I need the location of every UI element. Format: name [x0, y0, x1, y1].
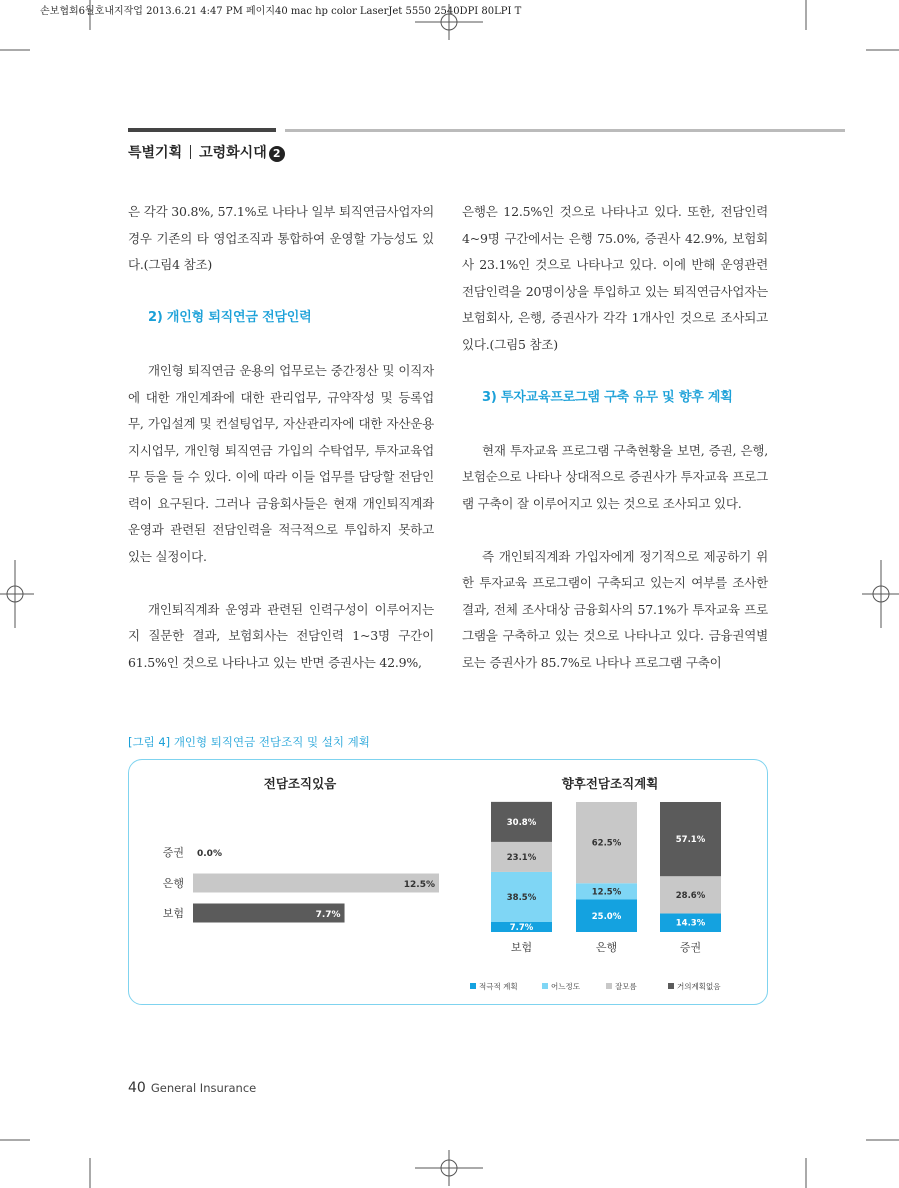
paragraph: 즉 개인퇴직계좌 가입자에게 정기적으로 제공하기 위한 투자교육 프로그램이 구축되고 있는지 여부를 조사한 결과, 전체 조사대상 금융회사의 57.1%가 투자교육 프로그램을 구축하고 있는 것으로 나타나고 있다. 금융권역별로는 증권사가 85.7%로 나타나 프로그램 구축이 [462, 548, 768, 670]
paragraph: 개인퇴직계좌 운영과 관련된 인력구성이 이루어지는지 질문한 결과, 보험회사는 전담인력 1~3명 구간이 61.5%인 것으로 나타나고 있는 반면 증권사는 42.9%, [128, 601, 434, 670]
data-label: 25.0% [591, 911, 622, 922]
bar [193, 874, 439, 893]
paragraph: 개인형 퇴직연금 운용의 업무로는 중간정산 및 이직자에 대한 개인계좌에 대한 관리업무, 규약작성 및 등록업무, 가입설계 및 컨설팅업무, 자산관리자에 대한 자산운용 지시업무, 개인형 퇴직연금 가입의 수탁업무, 투자교육업무 등을 들 수 있다. 이에 따라 이들 업무를 담당할 전담인력이 요구된다. 그러나 금융회사들은 현재 개인퇴직계좌 운영과 관련된 전담인력을 적극적으로 투입하지 못하고 있는 실정이다. [128, 363, 434, 564]
left-column [128, 199, 434, 676]
subheading: 2) 개인형 퇴직연금 전담인력 [148, 310, 312, 325]
category-label: 보험 [162, 907, 184, 920]
chart-title: 전담조직있음 [263, 776, 337, 791]
data-label: 14.3% [675, 918, 706, 929]
paragraph-gap [128, 570, 434, 597]
paragraph: 은행은 12.5%인 것으로 나타나고 있다. 또한, 전담인력 4~9명 구간에서는 은행 75.0%, 증권사 42.9%, 보험회사 23.1%인 것으로 나타나고 있다. 이에 반해 운영관련 전담인력을 20명이상을 투입하고 있는 퇴직연금사업자는 보험회사, 은행, 증권사가 각각 1개사인 것으로 조사되고 있다.(그림5 참조) [462, 204, 768, 352]
data-label: 30.8% [506, 817, 537, 828]
chart-current-org [150, 768, 450, 938]
legend-swatch [606, 983, 612, 989]
print-slug: 손보협회6월호내지작업 2013.6.21 4:47 PM 페이지40 mac hp color LaserJet 5550 2540DPI 80LPI T [40, 6, 522, 17]
paragraph-gap [462, 358, 768, 385]
magazine-name: General Insurance [150, 1081, 257, 1095]
paragraph-gap [128, 279, 434, 306]
data-label: 28.6% [675, 890, 706, 901]
data-label: 23.1% [506, 852, 537, 863]
legend-swatch [542, 983, 548, 989]
data-label: 57.1% [675, 835, 706, 846]
paragraph-gap [128, 332, 434, 359]
data-label: 0.0% [197, 849, 222, 859]
category-label: 은행 [595, 941, 618, 954]
section-label: 특별기획 [128, 145, 183, 161]
category-label: 증권 [679, 941, 702, 954]
legend-label: 적극적 계획 [479, 982, 518, 991]
data-label: 62.5% [591, 838, 622, 849]
figure-title: [그림 4] 개인형 퇴직연금 전담조직 및 설치 계획 [128, 735, 370, 749]
right-column [462, 199, 768, 676]
issue-number-badge: 2 [269, 146, 285, 162]
title-divider [190, 145, 191, 159]
category-label: 보험 [510, 941, 533, 954]
page-number: 40 [128, 1080, 146, 1096]
paragraph: 현재 투자교육 프로그램 구축현황을 보면, 증권, 은행, 보험순으로 나타나 상대적으로 증권사가 투자교육 프로그램 구축이 잘 이루어지고 있는 것으로 조사되고 있다. [462, 442, 768, 511]
section-title [128, 142, 285, 162]
data-label: 38.5% [506, 892, 537, 903]
category-label: 은행 [162, 877, 184, 890]
legend-swatch [470, 983, 476, 989]
legend-swatch [668, 983, 674, 989]
data-label: 7.7% [315, 910, 341, 920]
legend-label: 거의계획없음 [677, 982, 721, 991]
page-footer [128, 1080, 256, 1096]
paragraph-gap [462, 411, 768, 438]
chart-future-plan [470, 768, 760, 1002]
topic-label: 고령화시대 [199, 145, 267, 161]
chart-title: 향후전담조직계획 [561, 776, 659, 791]
legend-label: 잘모름 [615, 982, 637, 991]
paragraph: 은 각각 30.8%, 57.1%로 나타나 일부 퇴직연금사업자의 경우 기존의 타 영업조직과 통합하여 운영할 가능성도 있다.(그림4 참조) [128, 204, 434, 272]
data-label: 7.7% [509, 922, 534, 933]
category-label: 증권 [162, 846, 184, 859]
header-rule-dark [128, 128, 276, 132]
data-label: 12.5% [591, 887, 622, 898]
header-rule-light [285, 129, 845, 132]
subheading: 3) 투자교육프로그램 구축 유무 및 향후 계획 [482, 389, 733, 405]
legend-label: 어느정도 [551, 982, 580, 991]
data-label: 12.5% [403, 880, 435, 890]
paragraph-gap [462, 517, 768, 544]
